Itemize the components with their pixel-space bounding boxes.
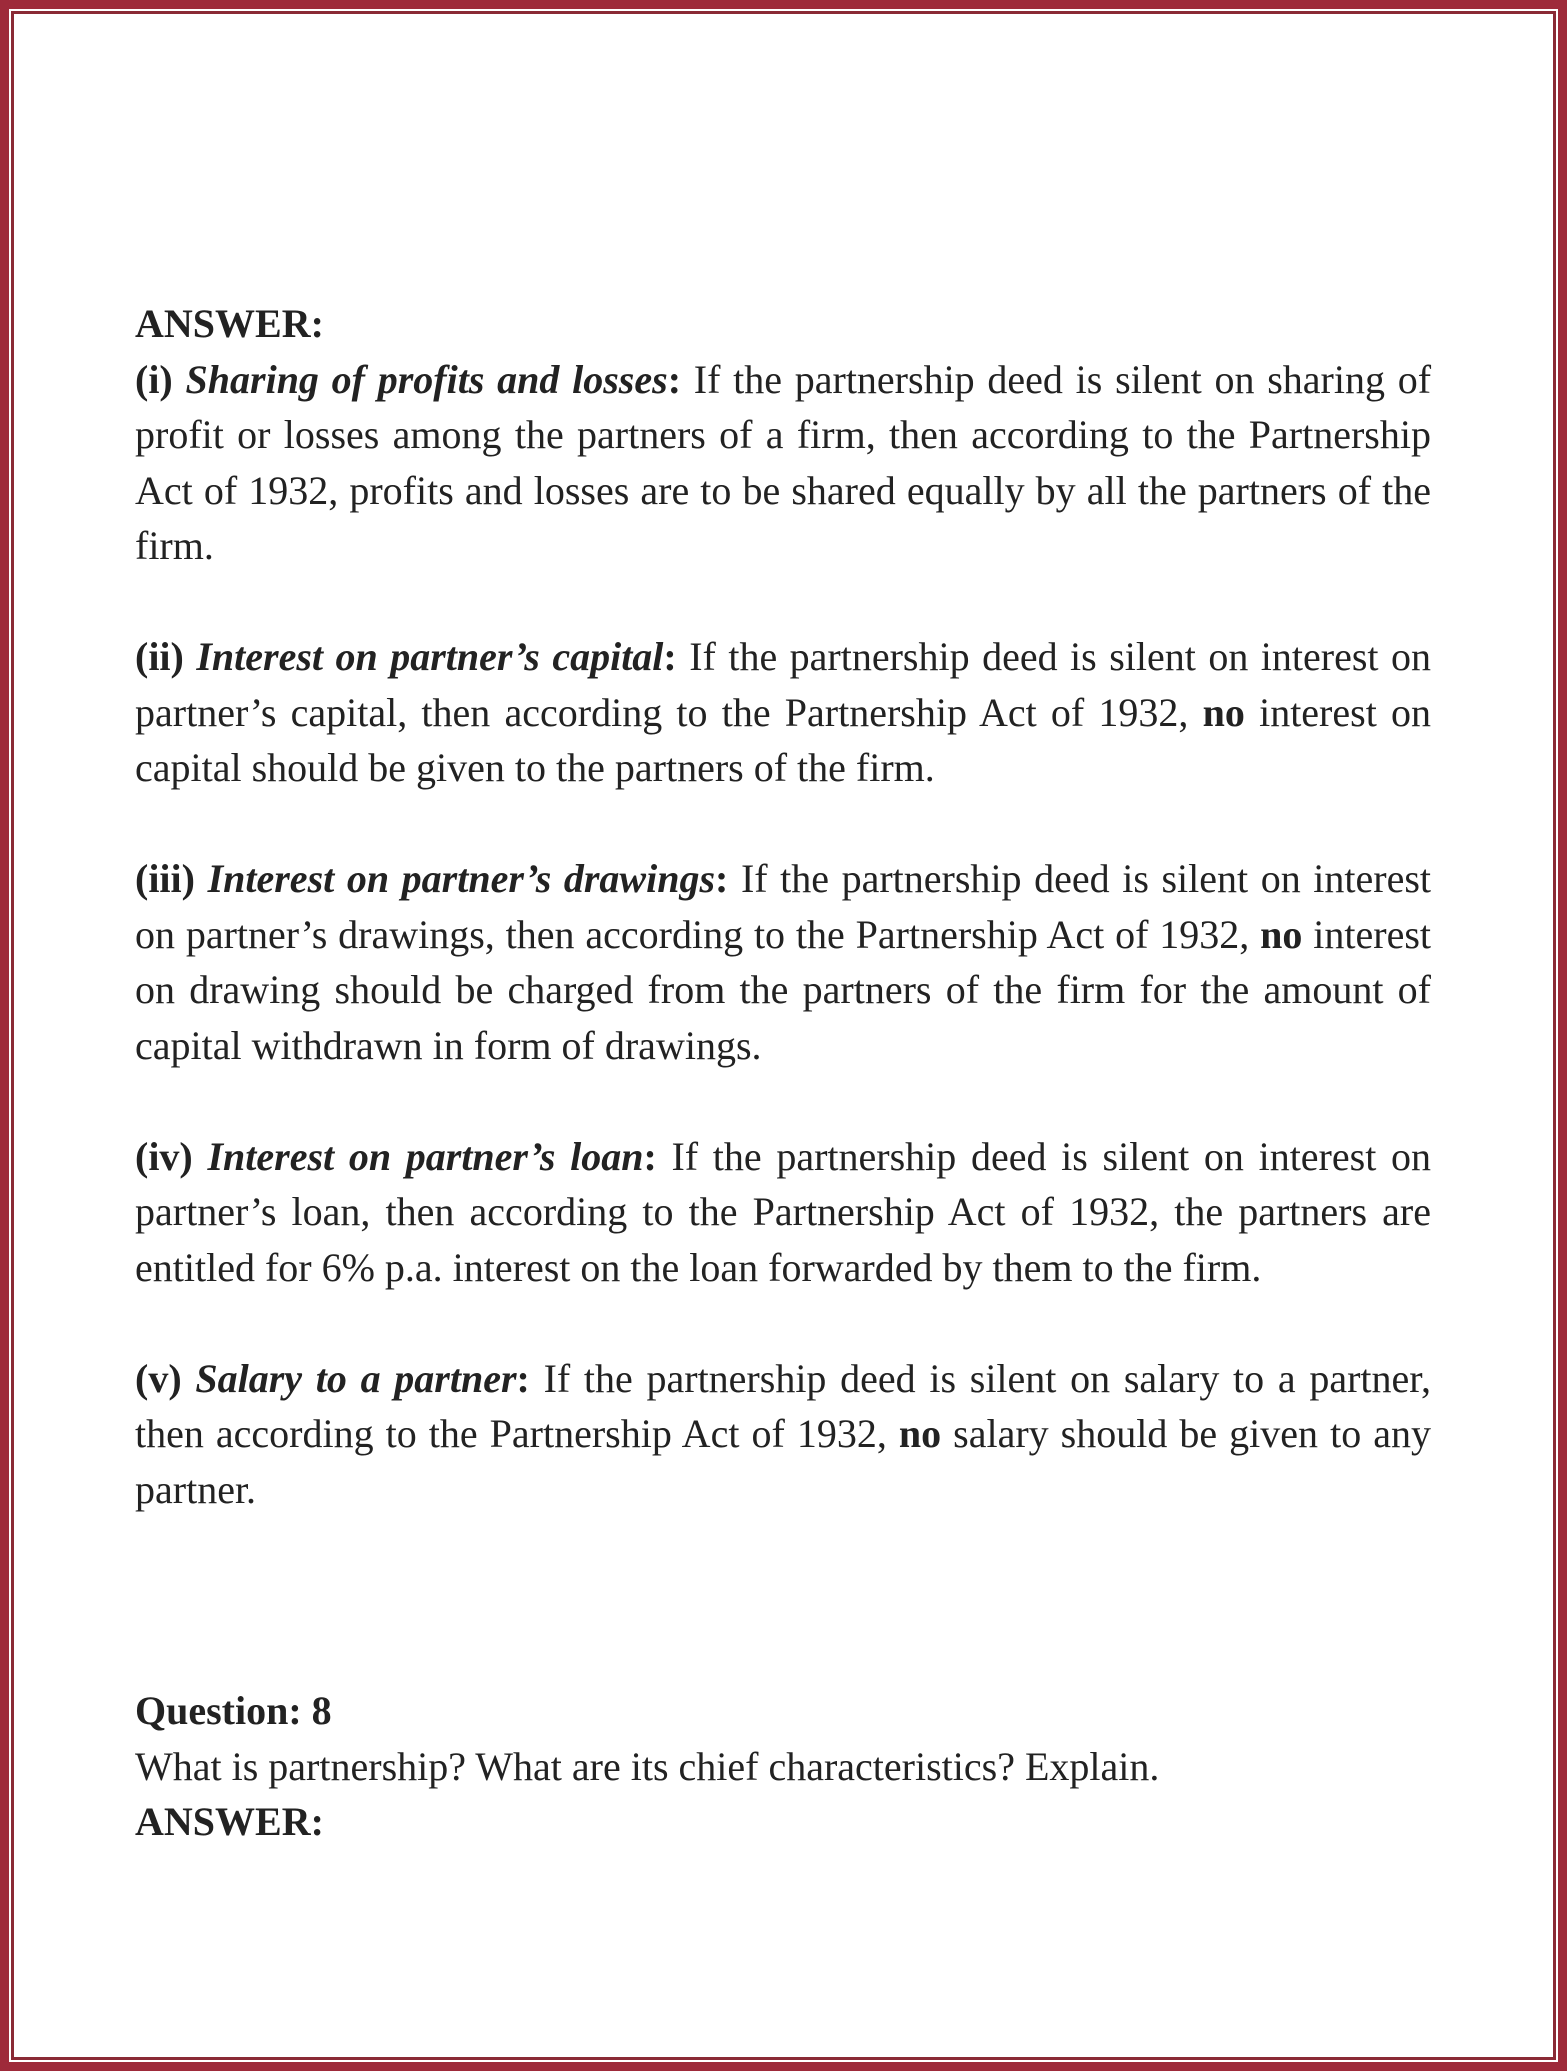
question-text: What is partnership? What are its chief characteristics? Explain. bbox=[135, 1743, 1160, 1789]
question-heading: Question: 8 bbox=[135, 1688, 332, 1733]
point-text: salary should be given to any partner. bbox=[135, 1411, 1431, 1512]
point-text: If the partnership deed is silent on interest on partner’s drawings, then according to the Partnership Act of 1932, bbox=[135, 856, 1432, 957]
answer-point bbox=[135, 629, 1431, 796]
point-colon: : bbox=[663, 634, 677, 679]
answer-heading: ANSWER: bbox=[135, 301, 324, 346]
point-colon: : bbox=[516, 1355, 530, 1401]
point-label: (ii) bbox=[135, 634, 184, 679]
point-label: (v) bbox=[135, 1355, 182, 1401]
answer-point bbox=[135, 1129, 1431, 1296]
answer-point bbox=[135, 851, 1431, 1073]
point-text: If the partnership deed is silent on salary to a partner, then according to the Partnership Act of 1932, bbox=[135, 1355, 1431, 1456]
point-title: Interest on partner’s capital bbox=[196, 634, 664, 679]
answer-points bbox=[135, 352, 1431, 1518]
point-label: (iv) bbox=[135, 1133, 193, 1179]
point-title: Interest on partner’s loan bbox=[207, 1133, 644, 1179]
point-colon: : bbox=[667, 356, 682, 402]
point-label: (iii) bbox=[135, 856, 195, 901]
point-title: Interest on partner’s drawings bbox=[207, 856, 716, 901]
answer-point bbox=[135, 1351, 1431, 1518]
point-title: Salary to a partner bbox=[195, 1355, 517, 1401]
answer-point bbox=[135, 352, 1431, 574]
point-text: If the partnership deed is silent on interest on partner’s capital, then according to the Partnership Act of 1932, bbox=[135, 634, 1431, 735]
point-text: If the partnership deed is silent on interest on partner’s loan, then according to the Partnership Act of 1932, the partners are entitled for 6% p.a. interest on the loan forwarded by them to the firm. bbox=[135, 1133, 1431, 1290]
point-emphasis: no bbox=[1260, 911, 1303, 957]
answer-label: ANSWER: bbox=[135, 1799, 324, 1844]
point-label: (i) bbox=[135, 356, 173, 402]
point-text: interest on capital should be given to the partners of the firm. bbox=[135, 689, 1432, 790]
point-colon: : bbox=[715, 856, 729, 901]
point-title: Sharing of profits and losses bbox=[185, 356, 668, 402]
point-emphasis: no bbox=[1202, 689, 1245, 735]
point-colon: : bbox=[643, 1133, 657, 1179]
point-text: If the partnership deed is silent on sharing of profit or losses among the partners of a firm, then according to the Partnership Act of 1932, profits and losses are to be shared equally by all the partners of the firm. bbox=[135, 356, 1432, 568]
point-text: interest on drawing should be charged from the partners of the firm for the amount of capital withdrawn in form of drawings. bbox=[135, 911, 1432, 1068]
document-content bbox=[135, 296, 1431, 1850]
point-emphasis: no bbox=[898, 1411, 942, 1456]
